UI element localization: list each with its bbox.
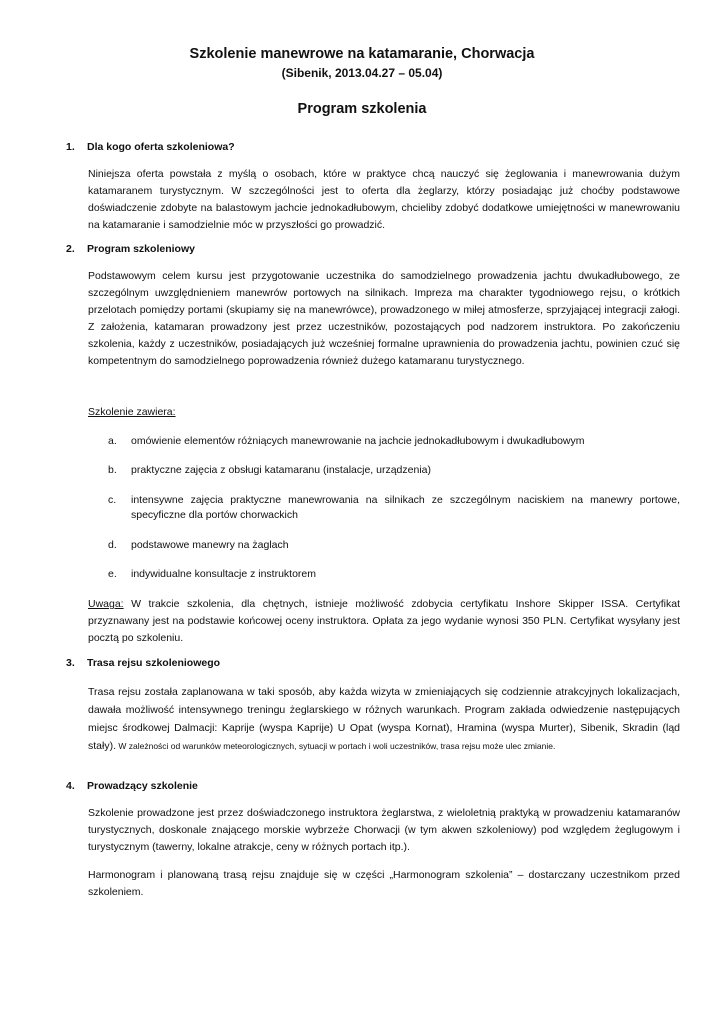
- list-item: [108, 434, 680, 449]
- list-intro: Szkolenie zawiera:: [88, 406, 176, 418]
- section-title: Program szkoleniowy: [87, 243, 195, 255]
- section-2-text: Podstawowym celem kursu jest przygotowanie uczestnika do samodzielnego prowadzenia jachtu dwukadłubowego, ze szczególnym uwzględnieniem manewrów portowych na silnikach. Impreza ma charakter tygodniowego rejsu, o krótkich przelotach pomiędzy portami (skupiamy się na manewrówce), prowadzonego w miłej atmosferze, sprzyjającej integracji załogi. Z założenia, katamaran prowadzony jest przez uczestników, pozostających pod nadzorem instruktora. Po zakończeniu szkolenia, każdy z uczestników, posiadających już wcześniej formalne uprawnienia do prowadzenia jachtu, powinien czuć się kompetentnym do samodzielnego poprowadzenia również dużego katamaranu turystycznego.: [88, 270, 680, 367]
- program-title: Program szkolenia: [297, 101, 427, 117]
- list-item-letter: b.: [108, 464, 117, 476]
- list-item: [108, 463, 680, 478]
- route-small-note: W zależności od warunków meteorologicznych, sytuacji w portach i woli uczestników, trasa rejsu może ulec zmianie.: [116, 741, 556, 751]
- section-3-text: [88, 683, 680, 755]
- list-item: [108, 493, 680, 523]
- section-title: Trasa rejsu szkoleniowego: [87, 657, 221, 669]
- note-paragraph: [88, 596, 680, 647]
- list-item: [108, 567, 680, 582]
- note-label: Uwaga:: [88, 598, 124, 610]
- section-title: Prowadzący szkolenie: [87, 780, 198, 792]
- section-4-heading: [66, 779, 198, 793]
- section-4-text-2: Harmonogram i planowaną trasą rejsu znajduje się w części „Harmonogram szkolenia” – dostarczany uczestnikom przed szkoleniem.: [88, 869, 680, 898]
- list-item-letter: a.: [108, 435, 117, 447]
- document-title: Szkolenie manewrowe na katamaranie, Chorwacja: [189, 46, 535, 62]
- section-1-heading: [66, 140, 235, 154]
- section-title: Dla kogo oferta szkoleniowa?: [87, 141, 235, 153]
- note-text: W trakcie szkolenia, dla chętnych, istnieje możliwość zdobycia certyfikatu Inshore Skipper ISSA. Certyfikat przyznawany jest na podstawie końcowej oceny instruktora. Opłata za jego wydanie wynosi 350 PLN. Certyfikat wysyłany jest pocztą po szkoleniu.: [88, 598, 680, 644]
- section-4-text: Szkolenie prowadzone jest przez doświadczonego instruktora żeglarstwa, z wieloletnią praktyką w prowadzeniu katamaranów turystycznych, doskonale znającego morskie wybrzeże Chorwacji (w tym akwen szkoleniowy) pod względem żeglugowym i turystycznym (tawerny, lokalne atrakcje, ceny w różnych portach itp.).: [88, 807, 680, 853]
- section-3-heading: [66, 656, 220, 670]
- list-item-letter: c.: [108, 494, 117, 506]
- list-item-text: omówienie elementów różniących manewrowanie na jachcie jednokadłubowym i dwukadłubowym: [131, 435, 585, 447]
- list-item-text: podstawowe manewry na żaglach: [131, 539, 289, 551]
- section-number: 3.: [66, 657, 75, 669]
- section-1-text: Niniejsza oferta powstała z myślą o osobach, które w praktyce chcą nauczyć się żeglowania i manewrowania dużym katamaranem turystycznym. W szczególności jest to oferta dla żeglarzy, którzy posiadając już choćby podstawowe doświadczenie zdobyte na balastowym jachcie jednokadłubowym, chcieliby zdobyć dodatkowe umiejętności w manewrowaniu na katamaranie i samodzielnie móc w przyszłości go prowadzić.: [88, 168, 680, 231]
- section-number: 4.: [66, 780, 75, 792]
- list-item-text: praktyczne zajęcia z obsługi katamaranu (instalacje, urządzenia): [131, 464, 431, 476]
- section-number: 2.: [66, 243, 75, 255]
- section-2-heading: [66, 242, 195, 256]
- list-item-letter: d.: [108, 539, 117, 551]
- list-item-text: indywidualne konsultacje z instruktorem: [131, 568, 317, 580]
- list-item-letter: e.: [108, 568, 117, 580]
- route-text: Trasa rejsu została zaplanowana w taki sposób, aby każda wizyta w zmieniających się codziennie atrakcyjnych lokalizacjach, dawała możliwość intensywnego treningu żeglarskiego w różnych warunkach. Program zakłada odwiedzenie następujących miejsc środkowej Dalmacji: Kaprije (wyspa Kaprije) U Opat (wyspa Kornat), Hramina (wyspa Murter), Sibenik, Skradin (ląd stały).: [88, 686, 680, 752]
- list-item: [108, 538, 680, 553]
- section-number: 1.: [66, 141, 75, 153]
- list-item-text: intensywne zajęcia praktyczne manewrowania na silnikach ze szczególnym naciskiem na manewry portowe, specyficzne dla portów chorwackich: [131, 494, 680, 521]
- document-subtitle: (Sibenik, 2013.04.27 – 05.04): [281, 66, 443, 80]
